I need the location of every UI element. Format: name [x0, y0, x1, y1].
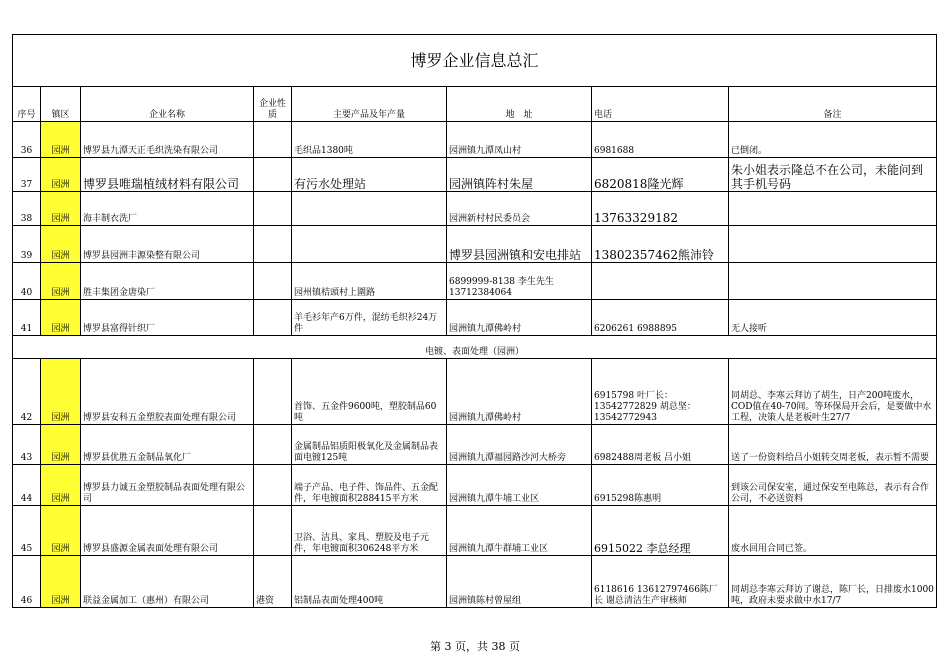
spreadsheet	[12, 34, 936, 612]
cell-nature	[254, 122, 292, 158]
cell-products: 有污水处理站	[292, 158, 447, 192]
cell-address: 园洲新村村民委员会	[447, 192, 592, 226]
cell-address: 园洲镇陈村曾屋组	[447, 556, 592, 608]
cell-remarks: 送了一份资料给吕小姐转交周老板，表示暂不需要	[729, 425, 937, 465]
cell-address: 园洲镇九潭佛岭村	[447, 300, 592, 336]
cell-name: 博罗县园洲丰源染整有限公司	[81, 226, 254, 263]
cell-district: 园洲	[41, 226, 81, 263]
cell-nature: 港资	[254, 556, 292, 608]
cell-phone: 13763329182	[592, 192, 729, 226]
cell-address: 博罗县园洲镇和安电排站	[447, 226, 592, 263]
cell-seq: 43	[13, 425, 41, 465]
table-row	[13, 300, 937, 336]
cell-district: 园洲	[41, 192, 81, 226]
section-label: 电镀、表面处理（园洲）	[13, 336, 937, 359]
cell-products: 毛织品1380吨	[292, 122, 447, 158]
cell-nature	[254, 263, 292, 300]
table-row	[13, 226, 937, 263]
cell-name: 联益金属加工（惠州）有限公司	[81, 556, 254, 608]
cell-name: 博罗县富得针织厂	[81, 300, 254, 336]
cell-seq: 38	[13, 192, 41, 226]
header-phone: 电话	[592, 87, 729, 122]
cell-remarks: 同胡总、李寒云拜访了胡生，日产200吨废水，COD值在40-70间。等环保局开会后，是要做中水工程，决策人是老板叶生27/7	[729, 359, 937, 425]
cell-phone: 6982488周老板 吕小姐	[592, 425, 729, 465]
header-nature: 企业性质	[254, 87, 292, 122]
cell-address: 园洲镇九潭凤山村	[447, 122, 592, 158]
cell-seq: 44	[13, 465, 41, 506]
page-footer: 第 3 页，共 38 页	[430, 640, 520, 653]
table-row	[13, 158, 937, 192]
cell-phone: 6118616 13612797466陈厂长 谢总清洁生产审核师	[592, 556, 729, 608]
cell-seq: 39	[13, 226, 41, 263]
cell-remarks	[729, 226, 937, 263]
header-name: 企业名称	[81, 87, 254, 122]
cell-nature	[254, 465, 292, 506]
page-title: 博罗企业信息总汇	[13, 35, 937, 87]
cell-seq: 45	[13, 506, 41, 556]
cell-seq: 40	[13, 263, 41, 300]
cell-district: 园洲	[41, 465, 81, 506]
table-row	[13, 465, 937, 506]
cell-nature	[254, 158, 292, 192]
cell-district: 园洲	[41, 158, 81, 192]
cell-district: 园洲	[41, 359, 81, 425]
cell-district: 园洲	[41, 556, 81, 608]
cell-remarks	[729, 192, 937, 226]
cell-name: 博罗县盛源金属表面处理有限公司	[81, 506, 254, 556]
cell-name: 博罗县唯瑞植绒材料有限公司	[81, 158, 254, 192]
table-row	[13, 506, 937, 556]
cell-phone: 13802357462熊沛铃	[592, 226, 729, 263]
cell-seq: 42	[13, 359, 41, 425]
cell-remarks: 已倒闭。	[729, 122, 937, 158]
cell-products: 首饰、五金件9600吨，塑胶制品60吨	[292, 359, 447, 425]
cell-nature	[254, 359, 292, 425]
cell-district: 园洲	[41, 300, 81, 336]
cell-name: 海丰制衣洗厂	[81, 192, 254, 226]
cell-address: 园洲镇九潭福园路沙河大桥旁	[447, 425, 592, 465]
cell-seq: 41	[13, 300, 41, 336]
cell-address: 园洲镇九潭牛埔工业区	[447, 465, 592, 506]
header-seq: 序号	[13, 87, 41, 122]
cell-phone: 6981688	[592, 122, 729, 158]
cell-remarks: 到该公司保安室，通过保安至电陈总，表示有合作公司，不必送资料	[729, 465, 937, 506]
cell-phone: 6206261 6988895	[592, 300, 729, 336]
cell-products	[292, 192, 447, 226]
cell-products: 金属制品铝质阳极氧化及金属制品表面电镀125吨	[292, 425, 447, 465]
cell-phone: 6915022 李总经理	[592, 506, 729, 556]
cell-name: 胜丰集团金唐染厂	[81, 263, 254, 300]
header-products: 主要产品及年产量	[292, 87, 447, 122]
cell-nature	[254, 425, 292, 465]
cell-remarks: 无人接听	[729, 300, 937, 336]
cell-products: 园州镇桔頭村上圍路	[292, 263, 447, 300]
cell-name: 博罗县力诚五金塑胶制品表面处理有限公司	[81, 465, 254, 506]
cell-nature	[254, 226, 292, 263]
table-row	[13, 192, 937, 226]
cell-remarks: 废水回用合同已签。	[729, 506, 937, 556]
cell-phone: 6915798 叶厂长：13542772829 胡总坚：13542772943	[592, 359, 729, 425]
cell-remarks	[729, 263, 937, 300]
cell-name: 博罗县优胜五金制品氧化厂	[81, 425, 254, 465]
cell-phone: 6820818隆光辉	[592, 158, 729, 192]
cell-nature	[254, 192, 292, 226]
cell-remarks: 朱小姐表示隆总不在公司，未能问到其手机号码	[729, 158, 937, 192]
table-row	[13, 263, 937, 300]
cell-remarks: 同胡总李寒云拜访了谢总，陈厂长，日排废水1000吨，政府未要求做中水17/7	[729, 556, 937, 608]
cell-seq: 36	[13, 122, 41, 158]
cell-products: 羊毛衫年产6万件，混纺毛织衫24万件	[292, 300, 447, 336]
cell-district: 园洲	[41, 122, 81, 158]
cell-district: 园洲	[41, 425, 81, 465]
cell-address: 园洲镇九潭佛岭村	[447, 359, 592, 425]
cell-phone: 6915298陈惠明	[592, 465, 729, 506]
cell-products: 端子产品、电子件、饰品件、五金配件，年电镀面积288415平方米	[292, 465, 447, 506]
cell-phone	[592, 263, 729, 300]
table-row	[13, 122, 937, 158]
header-address: 地 址	[447, 87, 592, 122]
header-remarks: 备注	[729, 87, 937, 122]
enterprise-table	[12, 34, 937, 608]
rows-group-b	[13, 359, 937, 608]
cell-district: 园洲	[41, 506, 81, 556]
cell-address: 6899999-8138 李生先生13712384064	[447, 263, 592, 300]
cell-nature	[254, 300, 292, 336]
cell-products: 铝制品表面处理400吨	[292, 556, 447, 608]
cell-nature	[254, 506, 292, 556]
cell-address: 园洲镇阵村朱屋	[447, 158, 592, 192]
table-row	[13, 425, 937, 465]
cell-address: 园洲镇九潭牛群埔工业区	[447, 506, 592, 556]
table-row	[13, 556, 937, 608]
header-district: 镇区	[41, 87, 81, 122]
cell-district: 园洲	[41, 263, 81, 300]
cell-seq: 37	[13, 158, 41, 192]
cell-seq: 46	[13, 556, 41, 608]
rows-group-a	[13, 122, 937, 336]
table-row	[13, 359, 937, 425]
cell-products: 卫浴、洁具、家具、塑胶及电子元件，年电镀面积306248平方米	[292, 506, 447, 556]
cell-products	[292, 226, 447, 263]
cell-name: 博罗县安科五金塑胶表面处理有限公司	[81, 359, 254, 425]
cell-name: 博罗县九潭天正毛织洗染有限公司	[81, 122, 254, 158]
